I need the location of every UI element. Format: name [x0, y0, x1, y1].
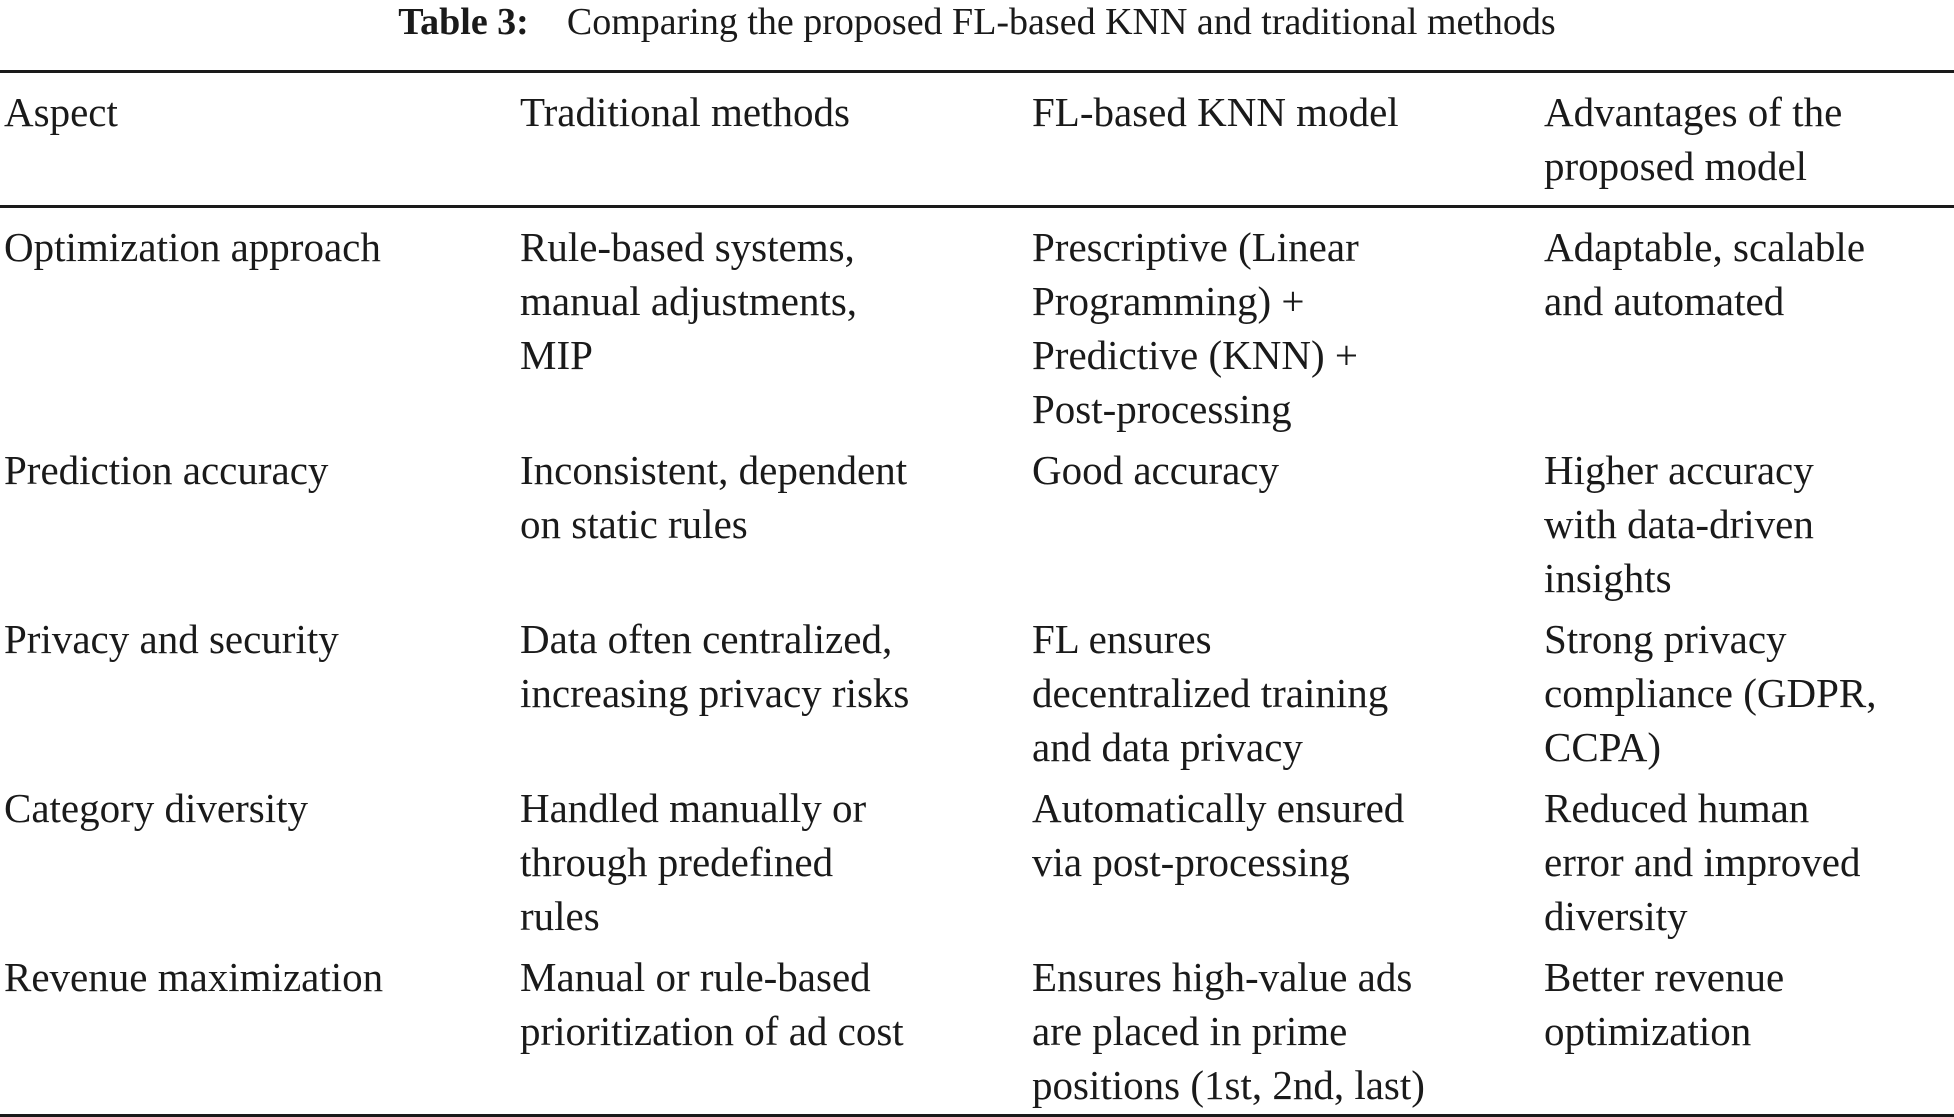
table-cell: [0, 207, 516, 444]
cell-text: Higher accuracy with data-driven insights: [1544, 447, 1814, 601]
table-caption: [0, 0, 1954, 44]
table-caption-spacer: [538, 1, 557, 43]
table-caption-label: Table 3:: [398, 1, 529, 43]
table-cell: [516, 207, 1028, 444]
cell-text: Handled manually or through predefined rules: [520, 785, 867, 939]
table-cell: [1540, 612, 1954, 781]
table-cell: [516, 443, 1028, 612]
table-cell: [1028, 950, 1540, 1116]
table-header-row: [0, 72, 1954, 207]
cell-text: Prediction accuracy: [4, 447, 329, 493]
cell-text: Inconsistent, dependent on static rules: [520, 447, 908, 547]
cell-text: Prescriptive (Linear Programming) + Predictive (KNN) + Post-processing: [1032, 224, 1359, 432]
cell-text: Strong privacy compliance (GDPR, CCPA): [1544, 616, 1877, 770]
header-cell-traditional-methods: [516, 72, 1028, 207]
table-caption-text: Comparing the proposed FL-based KNN and traditional methods: [566, 1, 1556, 43]
header-advantages-label: Advantages of the proposed model: [1544, 89, 1843, 189]
table-row: [0, 612, 1954, 781]
table-cell: [1028, 207, 1540, 444]
table-row: [0, 443, 1954, 612]
table-cell: [0, 781, 516, 950]
table-cell: [516, 612, 1028, 781]
header-cell-advantages: [1540, 72, 1954, 207]
table-cell: [516, 950, 1028, 1116]
table-row: [0, 950, 1954, 1116]
table-cell: [1028, 781, 1540, 950]
table-cell: [0, 443, 516, 612]
header-cell-fl-knn-model: [1028, 72, 1540, 207]
table-cell: [0, 950, 516, 1116]
cell-text: Ensures high-value ads are placed in prime positions (1st, 2nd, last): [1032, 954, 1425, 1108]
table-cell: [1540, 950, 1954, 1116]
cell-text: Adaptable, scalable and automated: [1544, 224, 1866, 324]
cell-text: Better revenue optimization: [1544, 954, 1785, 1054]
table-cell: [1028, 443, 1540, 612]
table-cell: [1540, 207, 1954, 444]
table-body: [0, 207, 1954, 1116]
table-cell: [516, 781, 1028, 950]
cell-text: Category diversity: [4, 785, 309, 831]
cell-text: FL ensures decentralized training and data privacy: [1032, 616, 1389, 770]
cell-text: Rule-based systems, manual adjustments, MIP: [520, 224, 858, 378]
table-header: [0, 72, 1954, 207]
header-cell-aspect: [0, 72, 516, 207]
table-row: [0, 207, 1954, 444]
table-row: [0, 781, 1954, 950]
cell-text: Automatically ensured via post-processing: [1032, 785, 1405, 885]
table-cell: [1540, 443, 1954, 612]
cell-text: Revenue maximization: [4, 954, 384, 1000]
cell-text: Optimization approach: [4, 224, 381, 270]
cell-text: Reduced human error and improved diversity: [1544, 785, 1861, 939]
cell-text: Privacy and security: [4, 616, 339, 662]
table-cell: [1028, 612, 1540, 781]
table-cell: [1540, 781, 1954, 950]
cell-text: Manual or rule-based prioritization of ad cost: [520, 954, 904, 1054]
header-fl-knn-label: FL-based KNN model: [1032, 89, 1399, 135]
table-cell: [0, 612, 516, 781]
comparison-table: [0, 70, 1954, 1117]
header-traditional-label: Traditional methods: [520, 89, 850, 135]
cell-text: Good accuracy: [1032, 447, 1280, 493]
cell-text: Data often centralized, increasing privacy risks: [520, 616, 910, 716]
header-aspect-label: Aspect: [4, 89, 118, 135]
